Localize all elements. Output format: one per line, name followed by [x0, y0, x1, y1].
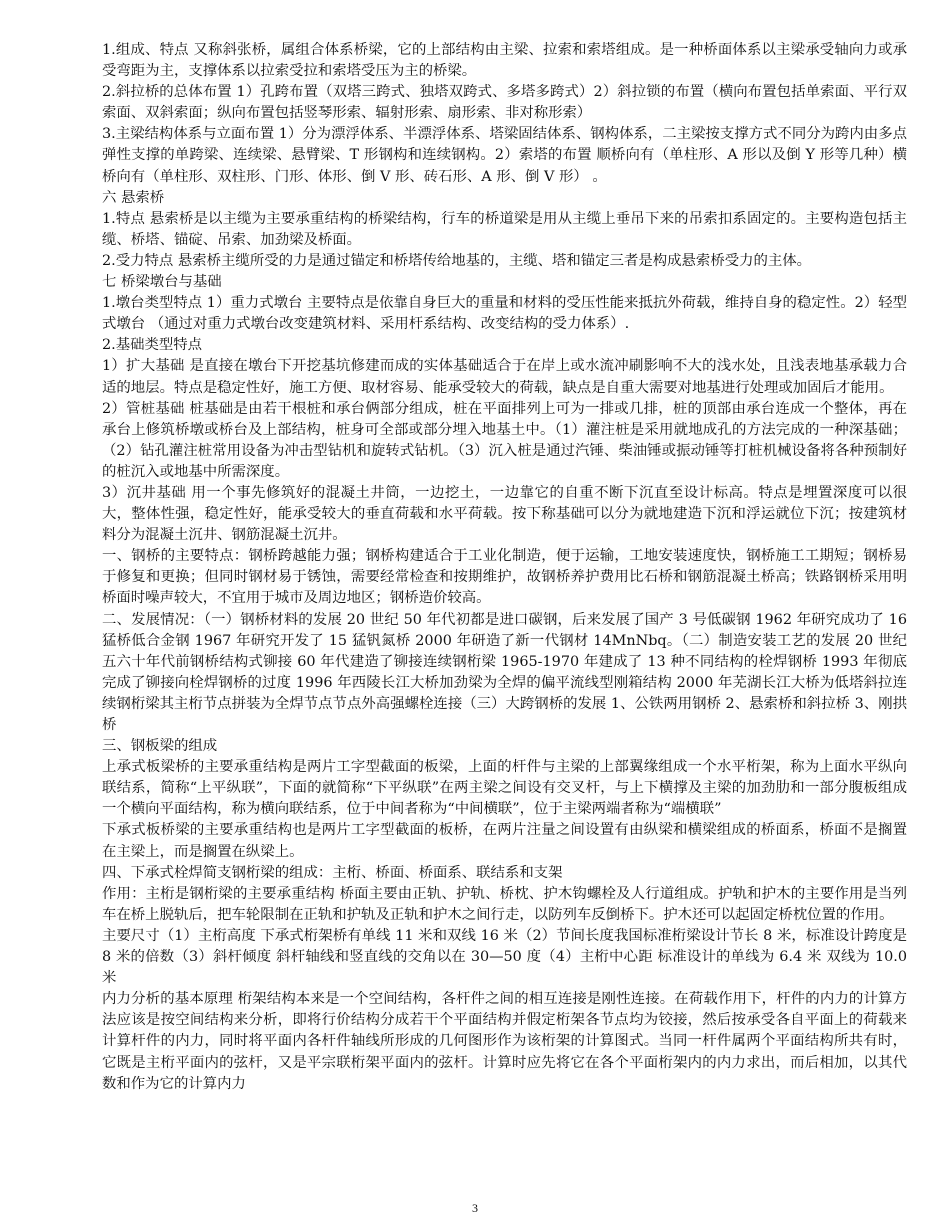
section-heading: 三、钢板梁的组成	[102, 738, 218, 755]
paragraph: 2.受力特点 悬索桥主缆所受的力是通过锚定和桥塔传给地基的，主缆、塔和锚定三者是构成悬索桥受力的主体。	[102, 252, 812, 269]
paragraph: 主要尺寸（1）主桁高度 下承式桁架桥有单线 11 米和双线 16 米（2）节间长度我国标准桁梁设计节长 8 米，标准设计跨度是 8 米的倍数（3）斜杆倾度 斜杆轴线和竖直线的交角以在 30—50 度（4）主桁中心距 标准设计的单线为 6.4 米 双线为 10.0 米	[102, 927, 907, 987]
paragraph: 2.斜拉桥的总体布置 1）孔跨布置（双塔三跨式、独塔双跨式、多塔多跨式）2）斜拉锁的布置（横向布置包括单索面、平行双索面、双斜索面；纵向布置包括竖琴形索、辐射形索、扇形索、非对称形索）	[102, 84, 907, 122]
section-heading: 七 桥梁墩台与基础	[102, 274, 222, 291]
paragraph: 1.特点 悬索桥是以主缆为主要承重结构的桥梁结构，行车的桥道梁是用从主缆上垂吊下来的吊索扣系固定的。主要构造包括主缆、桥塔、锚碇、吊索、加劲梁及桥面。	[102, 210, 907, 248]
paragraph: 1）扩大基础 是直接在墩台下开挖基坑修建而成的实体基础适合于在岸上或水流冲刷影响不大的浅水处，且浅表地基承载力合适的地层。特点是稳定性好，施工方便、取材容易、能承受较大的荷载，缺点是自重大需要对地基进行处理或加固后才能用。	[102, 358, 907, 396]
document-body	[102, 40, 907, 1095]
paragraph: 一、钢桥的主要特点：钢桥跨越能力强；钢桥构建适合于工业化制造，便于运输，工地安装速度快，钢桥施工工期短；钢桥易于修复和更换；但同时钢材易于锈蚀，需要经常检查和按期维护，故钢桥养护费用比石桥和钢筋混凝土桥高；铁路钢桥采用明桥面时噪声较大，不宜用于城市及周边地区；钢桥造价较高。	[102, 548, 907, 607]
paragraph: 上承式板梁桥的主要承重结构是两片工字型截面的板梁，上面的杆件与主梁的上部翼缘组成一个水平桁架，称为上面水平纵向联结系，简称“上平纵联”，下面的就简称“下平纵联”在两主梁之间设有交叉杆，与上下横撑及主梁的加劲肋和一部分腹板组成一个横向平面结构，称为横向联结系，位于中间者称为“中间横联”，位于主梁两端者称为“端横联”	[102, 759, 907, 818]
paragraph: 3.主梁结构体系与立面布置 1）分为漂浮体系、半漂浮体系、塔梁固结体系、钢构体系，二主梁按支撑方式不同分为跨内由多点弹性支撑的单跨梁、连续梁、悬臂梁、T 形钢构和连续钢构。2）索塔的布置 顺桥向有（单柱形、A 形以及倒 Y 形等几种）横桥向有（单柱形、双柱形、门形、体形、倒 V 形、砖石形、A 形、倒 V 形） 。	[102, 126, 907, 185]
subheading: 2.基础类型特点	[102, 337, 203, 354]
paragraph: 3）沉井基础 用一个事先修筑好的混凝土井筒，一边挖土，一边靠它的自重不断下沉直至设计标高。特点是埋置深度可以很大，整体性强，稳定性好，能承受较大的垂直荷载和水平荷载。按下称基础可以分为就地建造下沉和浮运就位下沉；按建筑材料分为混凝土沉井、钢筋混凝土沉井。	[102, 484, 907, 544]
paragraph: 作用：主桁是钢桁梁的主要承重结构 桥面主要由正轨、护轨、桥枕、护木钩螺栓及人行道组成。护轨和护木的主要作用是当列车在桥上脱轨后，把车轮限制在正轨和护轨及正轨和护木之间行走，以防列车反倒桥下。护木还可以起固定桥枕位置的作用。	[102, 885, 907, 923]
page-number: 3	[472, 1201, 478, 1215]
paragraph: 下承式板桥梁的主要承重结构也是两片工字型截面的板桥，在两片注量之间设置有由纵梁和横梁组成的桥面系，桥面不是搁置在主梁上，而是搁置在纵梁上。	[102, 822, 907, 860]
paragraph: 2）管桩基础 桩基础是由若干根桩和承台俩部分组成，桩在平面排列上可为一排或几排，桩的顶部由承台连成一个整体，再在承台上修筑桥墩或桥台及上部结构，桩身可全部或部分埋入地基土中。（1）灌注桩是采用就地成孔的方法完成的一种深基础；（2）钻孔灌注桩常用设备为冲击型钻机和旋转式钻机。（3）沉入桩是通过汽锤、柴油锤或振动锤等打桩机械设备将各种预制好的桩沉入或地基中所需深度。	[102, 400, 907, 480]
paragraph: 1.墩台类型特点 1）重力式墩台 主要特点是依靠自身巨大的重量和材料的受压性能来抵抗外荷载，维持自身的稳定性。2）轻型式墩台 （通过对重力式墩台改变建筑材料、采用杆系结构、改变结构的受力体系）.	[102, 295, 907, 333]
paragraph: 二、发展情况：（一）钢桥材料的发展 20 世纪 50 年代初都是进口碳钢，后来发展了国产 3 号低碳钢 1962 年研究成功了 16 猛桥低合金钢 1967 年研究开发了 15 猛钒氮桥 2000 年研造了新一代钢材 14MnNbq。（二）制造安装工艺的发展 20 世纪五六十年代前钢桥结构式铆接 60 年代建造了铆接连续钢桁梁 1965-1970 年建成了 13 种不同结构的栓焊钢桥 1993 年彻底完成了铆接向栓焊钢桥的过度 1996 年西陵长江大桥加劲梁为全焊的偏平流线型刚箱结构 2000 年芜湖长江大桥为低塔斜拉连续钢桁梁其主桁节点拼装为全焊节点节点外高强螺栓连接（三）大跨钢桥的发展 1、公铁两用钢桥 2、悬索桥和斜拉桥 3、刚拱桥	[102, 611, 907, 733]
section-heading: 四、下承式栓焊简支钢桁梁的组成：主桁、桥面、桥面系、联结系和支架	[102, 864, 563, 881]
paragraph: 1.组成、特点 又称斜张桥，属组合体系桥梁，它的上部结构由主梁、拉索和索塔组成。是一种桥面体系以主梁承受轴向力或承受弯距为主，支撑体系以拉索受拉和索塔受压为主的桥梁。	[102, 42, 907, 80]
section-heading: 六 悬索桥	[102, 189, 165, 206]
paragraph: 内力分析的基本原理 桁架结构本来是一个空间结构，各杆件之间的相互连接是刚性连接。在荷载作用下，杆件的内力的计算方法应该是按空间结构来分析，即将行价结构分成若干个平面结构并假定桁架各节点均为铰接，然后按承受各自平面上的荷载来计算杆件的内力，同时将平面内各杆件轴线所形成的几何图形作为该桁架的计算图式。当同一杆件属两个平面结构所共有时，它既是主桁平面内的弦杆，又是平宗联桁架平面内的弦杆。计算时应先将它在各个平面桁架内的内力求出，而后相加，以其代数和作为它的计算内力	[102, 991, 907, 1092]
